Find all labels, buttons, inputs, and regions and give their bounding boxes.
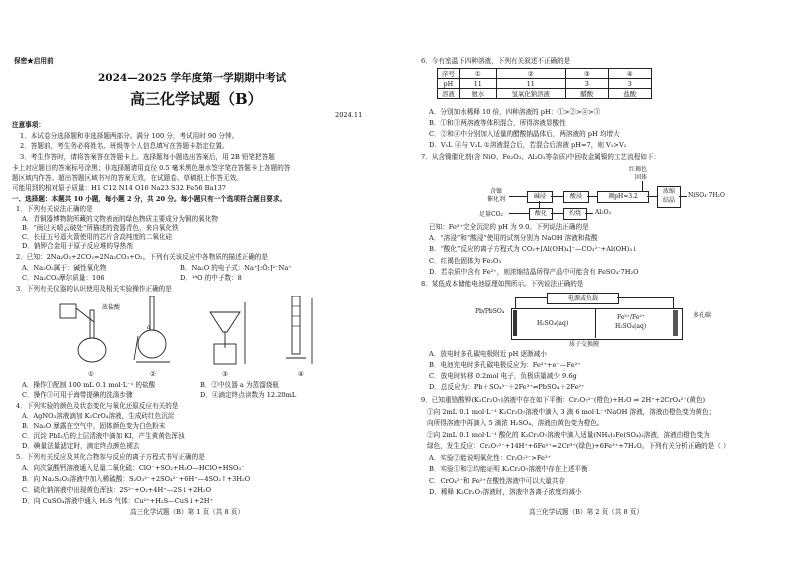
q4-option-d: D．碘量法量滤定时，滴定终点颜色褪去 <box>22 442 140 450</box>
q3-option-b: B．②中仪器 a 为蒸馏烧瓶 <box>200 381 279 389</box>
q3-option-a: A．操作①配制 100 mL 0.1 mol·L⁻¹ 的盐酸 <box>22 381 156 389</box>
note-1: 1．本试卷分选择题和非选择题两部分。满分 100 分，考试用时 90 分钟。 <box>20 132 239 140</box>
membrane-label: 质子交换膜 <box>569 341 600 348</box>
note-2: 2．答题前，考生务必将姓名、班级等个人信息填写在答题卡指定位置。 <box>20 142 229 150</box>
lead-electrode <box>513 310 517 336</box>
q7-option-c: C．红褐色固体为 Fe₂O₃ <box>429 257 502 265</box>
q9-option-c: C．CrO₄²⁻和 Fe²⁺在酸性溶液中可以大量共存 <box>429 477 566 485</box>
q4-option-c: C．沉淀 PbI₂后的上层清液中滴加 KI，产生黄黄色浑浊 <box>22 432 185 440</box>
burette-icon <box>286 296 312 364</box>
note-5: 题区域内作答。超出答题区域书写的答案无效，在试题卷、草稿纸上作答无效。 <box>12 174 243 182</box>
fig-num-1: ① <box>88 370 94 378</box>
atomic-masses: 可能用到的相对原子质量：H1 C12 N14 O16 Na23 S32 Fe56 Ba137 <box>12 184 226 192</box>
flow-red-label: 红褐色 <box>629 166 648 173</box>
left-electrolyte: H₂SO₄(aq) <box>537 320 569 327</box>
q8-option-b: B．电池充电时多孔碳电极反应为：Fe³⁺+e⁻—Fe²⁺ <box>429 361 581 369</box>
flow-conc-box: 浓缩 结晶 <box>657 186 681 208</box>
carbon-electrode <box>673 310 678 336</box>
q1-option-c: C．长征五号遥火箭使用的芯片含高纯度的二氧化硅 <box>22 233 173 241</box>
q7-stem: 7．从含镍催化剂(含 NiO、Fe₂O₃、Al₂O₃等杂质)中回收金属镍的工艺流程如下： <box>421 153 661 161</box>
table-cell: 氨水 <box>459 89 496 99</box>
q9-stem: 9．已知重铬酸钾(K₂Cr₂O₇)溶液中存在如下平衡：Cr₂O₇²⁻(橙色)+H₂O ⇌ 2H⁺+2CrO₄²⁻(黄色) <box>421 396 706 404</box>
table-row <box>438 79 652 89</box>
q6-stem: 6．今有室温下四种溶液，下列有关叙述不正确的是 <box>421 57 571 65</box>
section-1-heading: 一、选择题：本题共 10 小题，每小题 2 分，共 20 分。每小题只有一个选项符合题目要求。 <box>12 195 287 203</box>
fig-num-4: ④ <box>298 370 304 378</box>
flow-acidify-box: 酸化 <box>529 208 553 220</box>
apparatus-figure <box>40 296 340 372</box>
q2-option-c: C．Na₂CO₃摩尔质量：106 <box>22 274 105 282</box>
right-electrolyte: H₂SO₄(aq) <box>615 323 647 330</box>
table-cell: 3 <box>608 79 651 89</box>
q4-stem: 4．下列实验的颜色及状态变化与氧化还原反应有关的是 <box>16 402 179 410</box>
q6-option-a: A．分别加水稀释 10 倍，四种溶液的 pH：①>②>④>③ <box>429 108 601 116</box>
table-header: 序号 <box>438 69 460 79</box>
q1-option-a: A．青铜器博物院所藏的文物表面的绿色物质主要成分为铜的氧化物 <box>22 215 218 223</box>
electrode-left-label: Pb/PbSO₄ <box>475 308 505 315</box>
secret-label: 保密★启用前 <box>14 57 54 65</box>
q8-option-c: C．放电时转移 0.2mol 电子，负极质量减少 9.6g <box>429 372 577 380</box>
table-cell: 氢氧化钠溶液 <box>496 89 565 99</box>
page-2 <box>397 0 794 561</box>
fig-label-a: a <box>147 324 151 331</box>
q5-option-d: D．向 CuSO₄溶液中通入 H₂S 气体：Cu²⁺+H₂S—CuS↓+2H⁺ <box>22 497 214 505</box>
table-row <box>438 89 652 99</box>
table-cell: 11 <box>496 79 565 89</box>
q9-exp2-cont: 绿色，发生反应：Cr₂O₇²⁻+14H⁺+6Fe²⁺=2Cr³⁺(绿色)+6Fe³⁺+7H₂O。下列有关分析正确的是（ ） <box>427 442 730 450</box>
q8-option-d: D．总反应为：Pb＋SO₄²⁻＋2Fe³⁺⇌PbSO₄＋2Fe²⁺ <box>429 383 585 391</box>
fe-couple: Fe³⁺/Fe²⁺ <box>617 314 645 321</box>
q4-option-a: A．AgNO₃溶液滴加 K₂CrO₄溶液，生成砖红色沉淀 <box>22 412 175 420</box>
q5-stem: 5．下列有关反应及其化合物参与反应的离子方程式书写正确的是 <box>16 453 205 461</box>
q6-option-b: B．①和③两溶液等体积混合，所得溶液显酸性 <box>429 119 566 127</box>
q1-stem: 1．下列有关说法正确的是 <box>16 205 93 213</box>
table-header: ① <box>459 69 496 79</box>
flow-product: NiSO₄·7H₂O <box>688 192 725 199</box>
q3-option-d: D．④滴定终点读数为 12.20mL <box>200 391 297 399</box>
q7-option-a: A．“溶浸”和“酸浸”使用的试剂分别为 NaOH 溶液和盐酸 <box>429 234 598 242</box>
q9-exp1-cont: 向所得溶液中再滴入 5 滴浓 H₂SO₄，溶液由黄色变为橙色。 <box>427 419 604 427</box>
flow-alkali-box: 碱浸 <box>527 191 553 203</box>
table-cell: 11 <box>459 79 496 89</box>
q5-option-a: A．向次氯酸钙溶液通入足量二氧化硫：ClO⁻+SO₂+H₂O—HClO+HSO₃⁻ <box>22 464 245 472</box>
q3-stem: 3．下列有关仪器的认识使用及相关实验操作正确的是 <box>16 285 172 293</box>
table-cell: 3 <box>565 79 608 89</box>
load-box: 电源或负载 <box>547 293 619 304</box>
fig-label-hcl: 浓盐酸 <box>102 304 121 311</box>
table-cell: 盐酸 <box>608 89 651 99</box>
q4-option-b: B．Na₂O 暴露在空气中，固体颜色变为白色粉末 <box>22 422 166 430</box>
carbon-label: 多孔碳 <box>693 312 712 319</box>
table-header: ③ <box>565 69 608 79</box>
q8-stem: 8．某低成本储能电池原理如图所示。下列说法正确的是 <box>421 280 584 288</box>
q9-option-b: B．实验①和②均能证明 K₂Cr₂O₇溶液中存在上述平衡 <box>429 465 588 473</box>
q7-known: 已知：Fe³⁺完全沉淀的 pH 为 9.0。下列说法正确的是 <box>429 223 589 231</box>
fig-num-2: ② <box>150 370 156 378</box>
q7-option-d: D．若杂质中含有 Fe²⁺，则浓缩结晶所得产品中可能含有 FeSO₄·7H₂O <box>429 268 639 276</box>
q6-option-c: C．②和④中分别加入适量的醋酸钠晶体后，两溶液的 pH 均增大 <box>429 130 620 138</box>
flow-co2: 足量CO₂ <box>479 211 503 218</box>
flow-burn-box: 灼烧 <box>563 208 587 220</box>
solution-table <box>437 68 652 99</box>
flow-start: 含镍 催化剂 <box>487 188 506 203</box>
volumetric-flask-icon <box>60 304 106 362</box>
q2-option-d: D．¹⁸O 的中子数：8 <box>180 274 242 282</box>
table-cell: 醋酸 <box>565 89 608 99</box>
note-4: 卡上对应题目的答案标号涂黑；非选择题请用直径 0.5 毫米黑色墨水签字笔在答题卡上各题的答 <box>12 164 291 172</box>
flow-ph-box: 调pH=3.2 <box>597 191 649 203</box>
q8-option-a: A．放电时多孔碳电极附近 pH 逐渐减小 <box>429 350 547 358</box>
q2-stem: 2．已知：2Na₂O₂+2CO₂=2Na₂CO₃+O₂。下列有关该反应中各物质的描述正确的是 <box>16 253 268 261</box>
q9-option-a: A．实验②能说明氧化性：Cr₂O₇²⁻>Fe³⁺ <box>429 454 552 462</box>
exam-date: 2024.11 <box>335 111 363 119</box>
q5-option-b: B．向 Na₂S₂O₃溶液中加入稀硫酸：S₂O₃²⁻+2SO₄²⁻+6H⁺—4SO₂↑+3H₂O <box>22 475 251 483</box>
q9-option-d: D．稀释 K₂Cr₂O₇溶液时，溶液中各离子浓度均减小 <box>429 488 582 496</box>
table-header-row <box>438 69 652 79</box>
page-2-footer: 高三化学试题（B）第 2 页（共 8 页） <box>529 508 643 516</box>
q1-option-d: D．钠钾合金用于原子反应堆的导热剂 <box>22 242 133 250</box>
table-header: ④ <box>608 69 651 79</box>
table-cell: 溶液 <box>438 89 460 99</box>
q2-option-a: A．Na₂O₂属于：碱性氧化物 <box>22 264 107 272</box>
q1-option-b: B．“雨过天晴云破处”所描述的瓷器青色，来自氧化铁 <box>22 224 179 232</box>
table-cell: pH <box>438 79 460 89</box>
q9-exp1: ①向 2mL 0.1 mol·L⁻¹ K₂Cr₂O₇溶液中滴入 3 滴 6 mol·L⁻¹NaOH 溶液，溶液由橙色变为黄色； <box>427 408 716 416</box>
exam-title: 2024—2025 学年度第一学期期中考试 <box>98 72 287 84</box>
table-header: ② <box>496 69 565 79</box>
flow-solid-label: 固体 <box>635 174 648 181</box>
q2-option-b: B．Na₂O 的电子式：Na⁺[:Ö:]²⁻Na⁺ <box>180 264 292 272</box>
notes-heading: 注意事项： <box>12 121 45 129</box>
page-1-footer: 高三化学试题（B）第 1 页（共 8 页） <box>130 508 244 516</box>
flow-al2o3: Al₂O₃ <box>595 209 611 216</box>
q7-option-b: B．“酸化”反应的离子方程式为 CO₂+[Al(OH)₄]⁻—CO₃²⁻+Al(OH)₃↓ <box>429 245 638 253</box>
q3-option-c: C．操作③可用于海带提碘的洗涤步骤 <box>22 391 133 399</box>
q6-option-d: D．V₁L ④与 V₂L ①溶液混合后，若混合后溶液 pH=7，则 V₁>V₂ <box>429 141 627 149</box>
note-3: 3．考生作答时，请将答案答在答题卡上。选择题每小题选出答案后，用 2B 铅笔把答题 <box>20 153 275 161</box>
distillation-flask-icon <box>134 296 170 362</box>
q5-option-c: C．硫化钠溶液中出现黄色浑浊：2S²⁻+O₂+4H⁺—2S↓+2H₂O <box>22 486 212 494</box>
q9-exp2: ②向 2mL 0.1 mol·L⁻¹ 酸化的 K₂Cr₂O₇溶液中滴入适量(NH₄)₂Fe(SO₄)₂溶液，溶液由橙色变为 <box>427 431 710 439</box>
funnel-icon <box>210 302 245 364</box>
flow-acid-box: 酸浸 <box>563 191 589 203</box>
fig-num-3: ③ <box>222 370 228 378</box>
subject-title: 高三化学试题（B） <box>130 90 263 108</box>
